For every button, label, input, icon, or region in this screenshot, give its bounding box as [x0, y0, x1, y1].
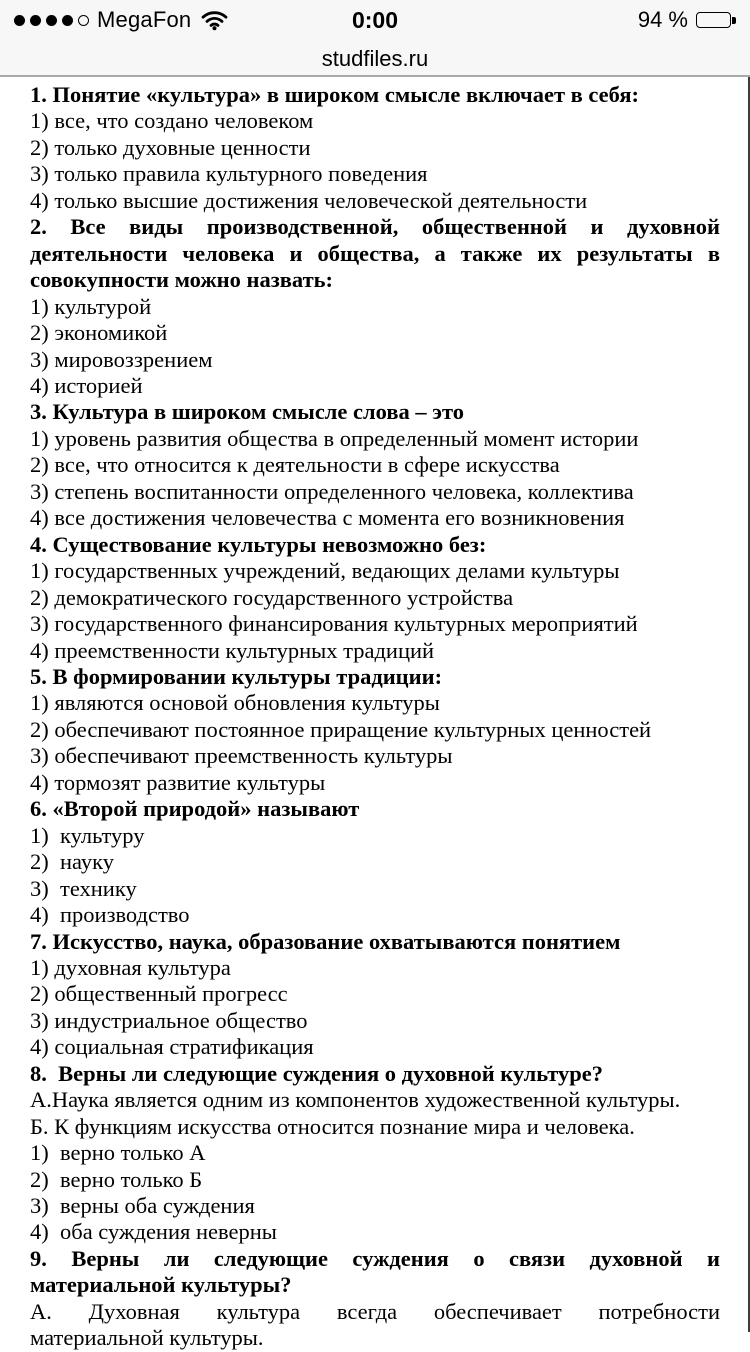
- signal-dot-filled: [62, 15, 73, 26]
- question-block: [30, 929, 720, 1061]
- answer-option: 4) социальная стратификация: [30, 1034, 314, 1060]
- safari-address-bar[interactable]: [0, 40, 750, 77]
- answer-option: 2) науку: [30, 849, 114, 875]
- answer-option: 4) производство: [30, 902, 190, 928]
- question-title-line: совокупности можно назвать:: [30, 267, 334, 293]
- question-block: [30, 532, 720, 664]
- answer-option: 4) преемственности культурных традиций: [30, 637, 435, 663]
- question-block: [30, 664, 720, 796]
- answer-option: 4) историей: [30, 372, 143, 398]
- signal-strength-dots: [14, 15, 89, 26]
- statement-line: А. Духовная культура всегда обеспечивает потребности: [30, 1298, 720, 1324]
- question-title-line: 6. «Второй природой» называют: [30, 796, 360, 822]
- answer-option: 4) оба суждения неверны: [30, 1219, 277, 1245]
- answer-option: 1) все, что создано человеком: [30, 108, 314, 134]
- answer-option: 3) верны оба суждения: [30, 1193, 255, 1219]
- signal-dot-empty: [78, 15, 89, 26]
- carrier-label: MegaFon: [97, 7, 192, 32]
- answer-option: 3) технику: [30, 875, 137, 901]
- question-title-line: 7. Искусство, наука, образование охватываются понятием: [30, 928, 621, 954]
- answer-option: 2) общественный прогресс: [30, 981, 288, 1007]
- statement-line: А.Наука является одним из компонентов художественной культуры.: [30, 1087, 681, 1113]
- document-body[interactable]: [0, 77, 750, 1351]
- answer-option: 3) мировоззрением: [30, 346, 213, 372]
- question-block: [30, 214, 720, 399]
- signal-dot-filled: [14, 15, 25, 26]
- battery-icon: [696, 12, 731, 28]
- answer-option: 2) обеспечивают постоянное приращение культурных ценностей: [30, 716, 652, 742]
- status-bar: [0, 0, 750, 40]
- answer-option: 2) только духовные ценности: [30, 134, 311, 160]
- clock-label: 0:00: [351, 6, 399, 33]
- question-title-line: 5. В формировании культуры традиции:: [30, 663, 443, 689]
- answer-option: 3) только правила культурного поведения: [30, 161, 428, 187]
- question-title-line: 2. Все виды производственной, общественной и духовной: [30, 214, 720, 240]
- question-title-line: материальной культуры?: [30, 1272, 292, 1298]
- statement-line: Б. К функциям искусства относится познание мира и человека.: [30, 1113, 635, 1139]
- question-title-line: 8. Верны ли следующие суждения о духовной культуре?: [30, 1060, 604, 1086]
- answer-option: 2) верно только Б: [30, 1166, 203, 1192]
- answer-option: 4) тормозят развитие культуры: [30, 769, 326, 795]
- answer-option: 4) все достижения человечества с момента его возникновения: [30, 505, 625, 531]
- question-block: [30, 1246, 720, 1352]
- answer-option: 1) уровень развития общества в определенный момент истории: [30, 425, 639, 451]
- answer-option: 2) демократического государственного устройства: [30, 584, 514, 610]
- answer-option: 4) только высшие достижения человеческой деятельности: [30, 187, 588, 213]
- question-block: [30, 82, 720, 214]
- status-bar-left: [14, 7, 228, 33]
- answer-option: 1) духовная культура: [30, 954, 231, 980]
- answer-option: 3) государственного финансирования культурных мероприятий: [30, 611, 638, 637]
- statement-line: материальной культуры.: [30, 1325, 264, 1351]
- signal-dot-filled: [30, 15, 41, 26]
- answer-option: 2) экономикой: [30, 320, 168, 346]
- answer-option: 3) обеспечивают преемственность культуры: [30, 743, 453, 769]
- answer-option: 1) являются основой обновления культуры: [30, 690, 440, 716]
- answer-option: 3) индустриальное общество: [30, 1007, 308, 1033]
- question-block: [30, 399, 720, 531]
- question-title-line: 1. Понятие «культура» в широком смысле включает в себя:: [30, 82, 640, 107]
- question-title-line: 3. Культура в широком смысле слова – это: [30, 399, 464, 425]
- question-title-line: 4. Существование культуры невозможно без:: [30, 531, 487, 557]
- status-bar-right: [638, 7, 736, 33]
- battery-nub: [732, 17, 736, 24]
- question-title-line: деятельности человека и общества, а также их результаты в: [30, 240, 720, 266]
- answer-option: 2) все, что относится к деятельности в сфере искусства: [30, 452, 560, 478]
- signal-dot-filled: [46, 15, 57, 26]
- question-title-line: 9. Верны ли следующие суждения о связи духовной и: [30, 1245, 720, 1271]
- url-domain-label: studfiles.ru: [321, 46, 429, 71]
- question-block: [30, 1061, 720, 1246]
- answer-option: 1) культуру: [30, 822, 145, 848]
- battery-percent-label: 94 %: [637, 7, 688, 32]
- answer-option: 1) культурой: [30, 293, 152, 319]
- question-block: [30, 796, 720, 928]
- answer-option: 1) верно только А: [30, 1140, 206, 1166]
- wifi-icon: [201, 10, 228, 31]
- answer-option: 1) государственных учреждений, ведающих делами культуры: [30, 558, 620, 584]
- answer-option: 3) степень воспитанности определенного человека, коллектива: [30, 478, 634, 504]
